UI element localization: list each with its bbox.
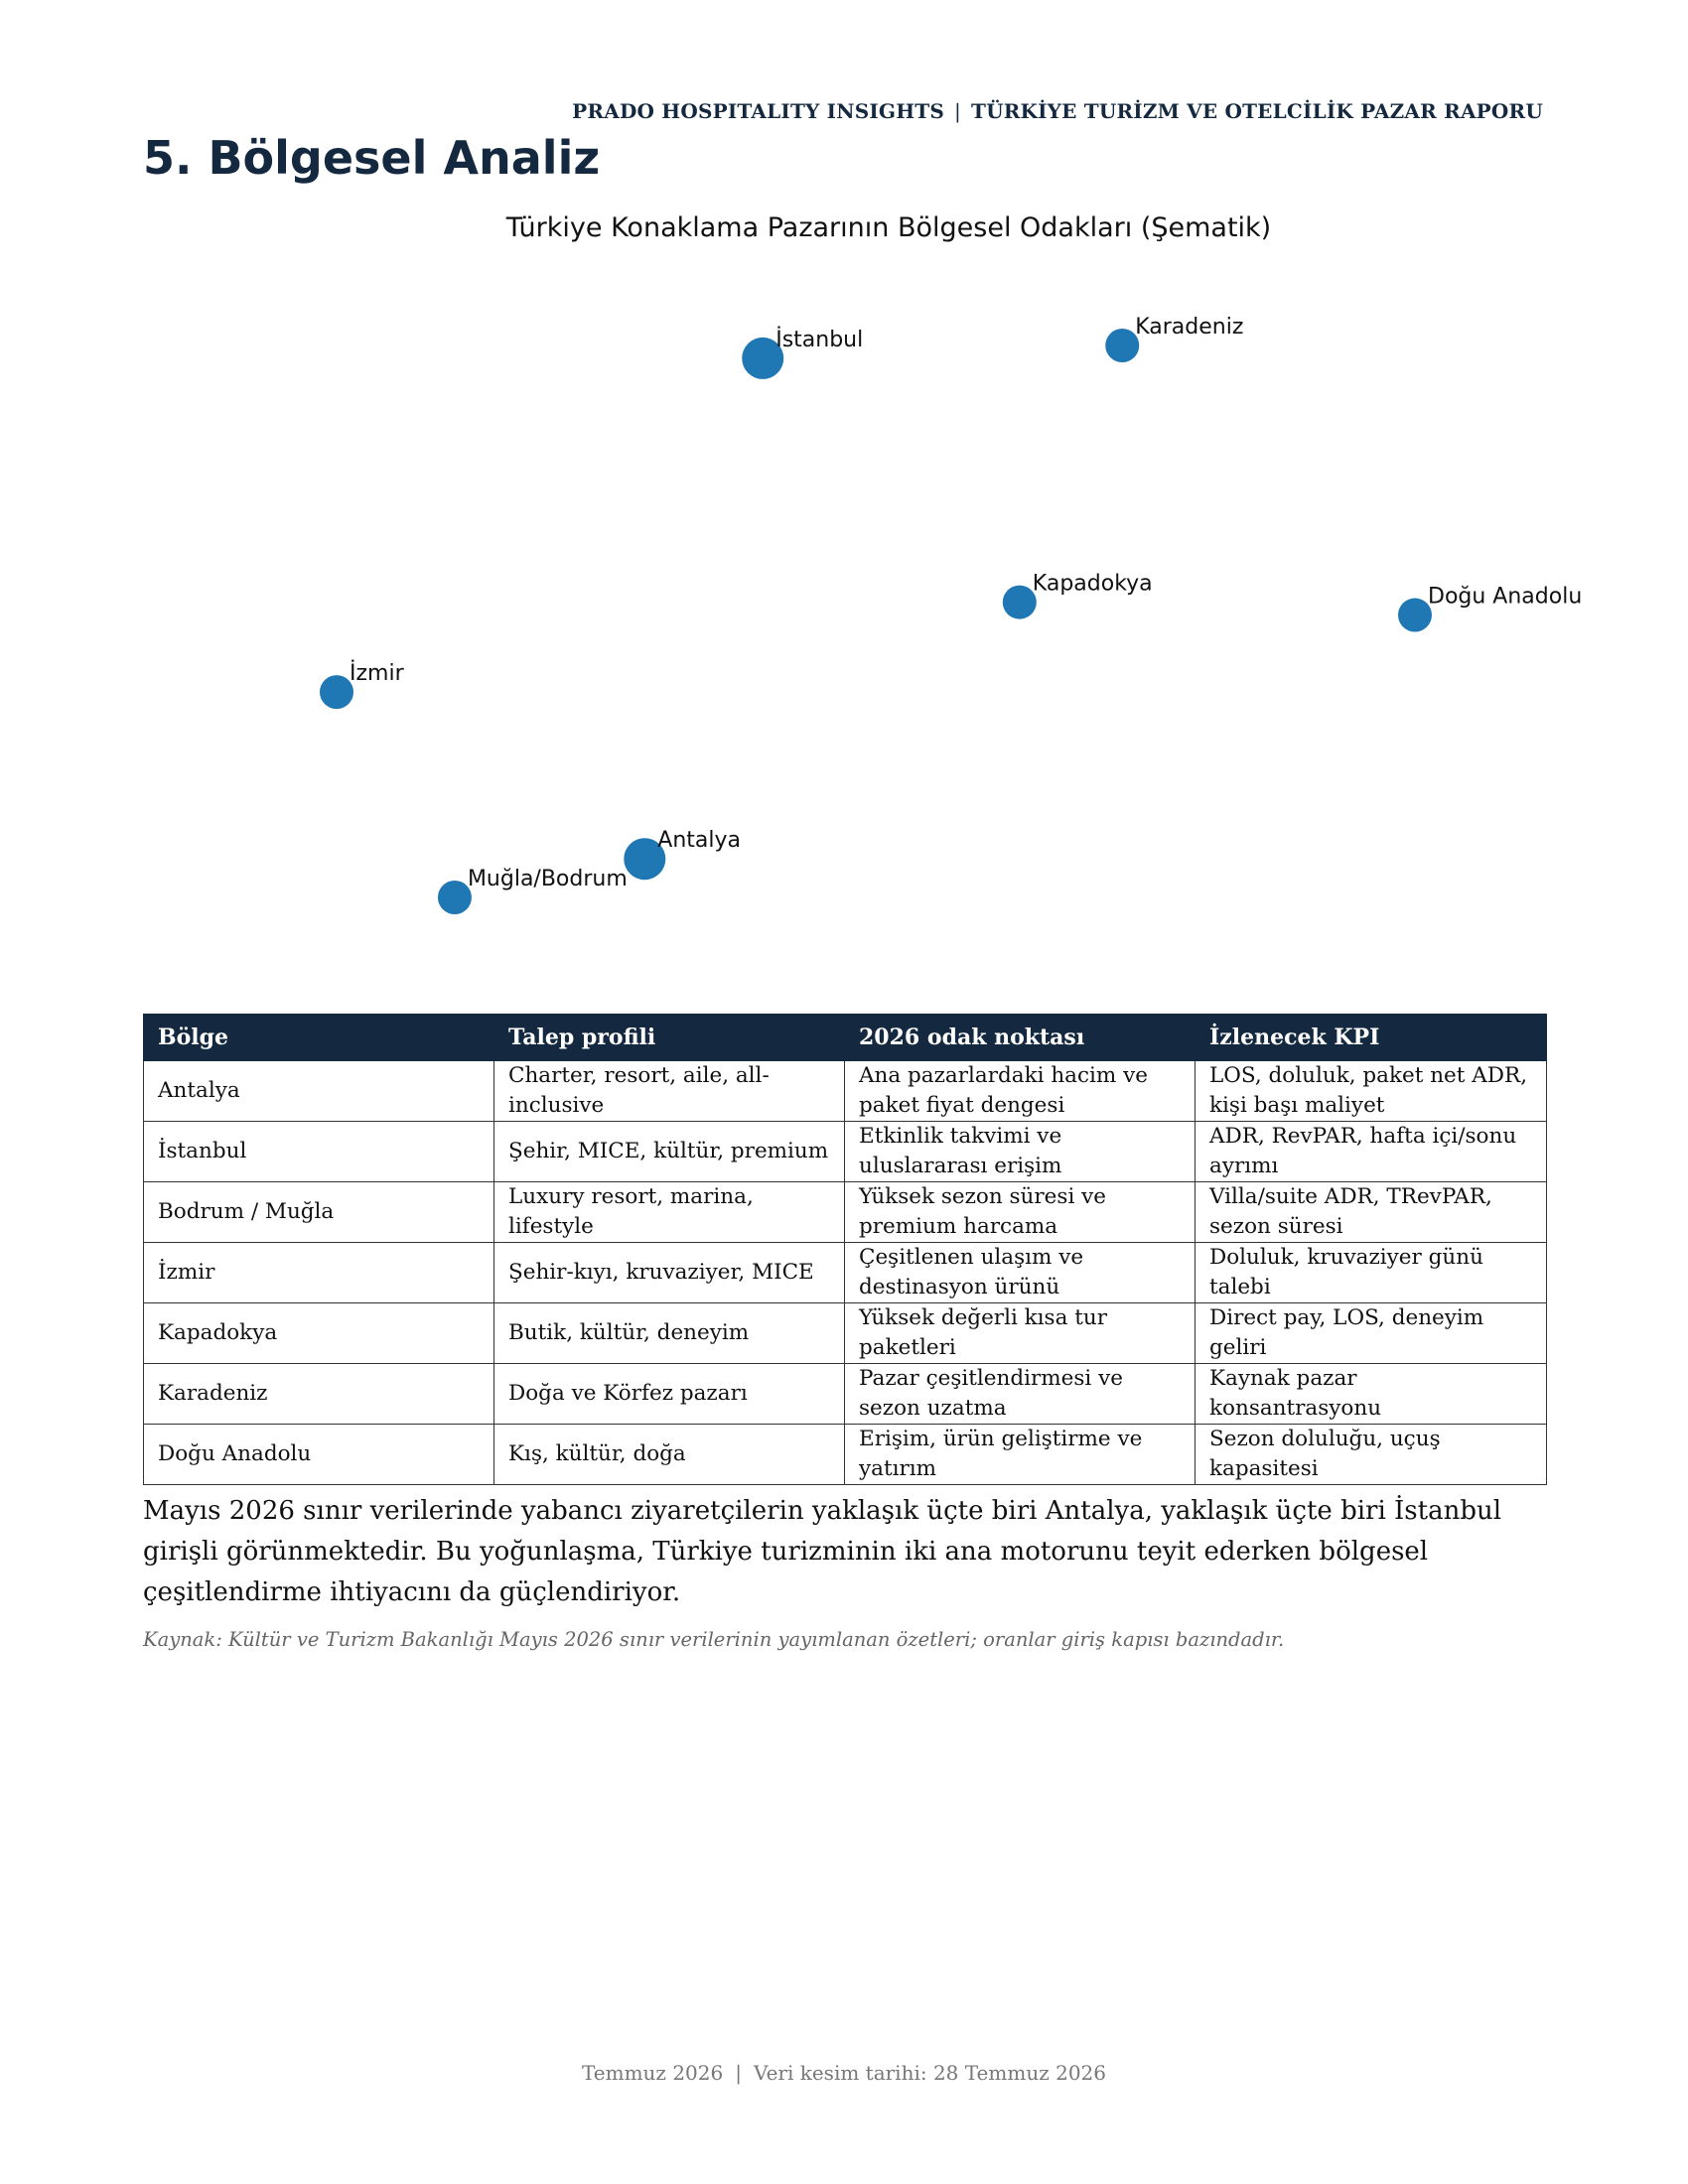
table-cell: Şehir-kıyı, kruvaziyer, MICE xyxy=(494,1243,845,1303)
table-cell: Ana pazarlardaki hacim ve paket fiyat dengesi xyxy=(845,1061,1196,1122)
table-cell: Antalya xyxy=(144,1061,494,1122)
table-cell: Luxury resort, marina, lifestyle xyxy=(494,1182,845,1243)
map-point-dogu-anadolu xyxy=(1398,599,1432,632)
header-brand: PRADO HOSPITALITY INSIGHTS xyxy=(572,99,945,123)
map-label-i-stanbul: İstanbul xyxy=(775,327,864,352)
table-cell: Kış, kültür, doğa xyxy=(494,1425,845,1485)
table-cell: İzmir xyxy=(144,1243,494,1303)
header-separator: | xyxy=(954,99,961,123)
map-label-karadeniz: Karadeniz xyxy=(1135,315,1244,340)
footer-date: Temmuz 2026 xyxy=(581,2061,724,2085)
table-cell: Yüksek sezon süresi ve premium harcama xyxy=(845,1182,1196,1243)
table-cell: İstanbul xyxy=(144,1122,494,1182)
footer-separator: | xyxy=(735,2061,742,2085)
map-chart-svg xyxy=(143,199,1613,993)
table-row xyxy=(144,1122,1547,1182)
table-row xyxy=(144,1061,1547,1122)
table-row xyxy=(144,1364,1547,1425)
table-cell: Doğa ve Körfez pazarı xyxy=(494,1364,845,1425)
footer-cutoff: Veri kesim tarihi: 28 Temmuz 2026 xyxy=(753,2061,1106,2085)
map-label-dogu-anadolu: Doğu Anadolu xyxy=(1428,584,1583,610)
column-header: 2026 odak noktası xyxy=(845,1015,1196,1061)
table-cell: Etkinlik takvimi ve uluslararası erişim xyxy=(845,1122,1196,1182)
column-header: Talep profili xyxy=(494,1015,845,1061)
table-cell: Doluluk, kruvaziyer günü talebi xyxy=(1196,1243,1547,1303)
header-report-title: TÜRKİYE TURİZM VE OTELCİLİK PAZAR RAPORU xyxy=(970,99,1543,123)
chart-points xyxy=(320,315,1582,914)
table-cell: Doğu Anadolu xyxy=(144,1425,494,1485)
table-cell: Şehir, MICE, kültür, premium xyxy=(494,1122,845,1182)
table-cell: Kapadokya xyxy=(144,1303,494,1364)
chart-title: Türkiye Konaklama Pazarının Bölgesel Odakları (Şematik) xyxy=(505,212,1272,243)
section-title: 5. Bölgesel Analiz xyxy=(143,131,601,185)
table-cell: Yüksek değerli kısa tur paketleri xyxy=(845,1303,1196,1364)
running-header xyxy=(143,99,1543,123)
table-row xyxy=(144,1182,1547,1243)
table-cell: Erişim, ürün geliştirme ve yatırım xyxy=(845,1425,1196,1485)
table-cell: Butik, kültür, deneyim xyxy=(494,1303,845,1364)
table-row xyxy=(144,1243,1547,1303)
map-label-antalya: Antalya xyxy=(657,828,742,854)
table-cell: Pazar çeşitlendirmesi ve sezon uzatma xyxy=(845,1364,1196,1425)
map-point-kapadokya xyxy=(1003,586,1037,619)
map-label-mugla-bodrum: Muğla/Bodrum xyxy=(467,867,628,891)
column-header: Bölge xyxy=(144,1015,494,1061)
map-label-i-zmir: İzmir xyxy=(350,661,404,687)
table-cell: Direct pay, LOS, deneyim geliri xyxy=(1196,1303,1547,1364)
map-point-i-zmir xyxy=(320,675,353,709)
table-cell: Bodrum / Muğla xyxy=(144,1182,494,1243)
table-header-row xyxy=(144,1015,1547,1061)
map-label-kapadokya: Kapadokya xyxy=(1032,571,1153,597)
map-point-mugla-bodrum xyxy=(438,881,472,914)
page-footer xyxy=(0,2061,1688,2085)
table-cell: LOS, doluluk, paket net ADR, kişi başı maliyet xyxy=(1196,1061,1547,1122)
region-table xyxy=(143,1014,1547,1485)
column-header: İzlenecek KPI xyxy=(1196,1015,1547,1061)
body-paragraph: Mayıs 2026 sınır verilerinde yabancı ziyaretçilerin yaklaşık üçte biri Antalya, yaklaşık üçte biri İstanbul girişli görünmektedir. Bu yoğunlaşma, Türkiye turizminin iki ana motorunu teyit ederken bölgesel çeşitlendirme ihtiyacını da güçlendiriyor. xyxy=(143,1496,1502,1607)
table-row xyxy=(144,1303,1547,1364)
table-row xyxy=(144,1425,1547,1485)
map-point-karadeniz xyxy=(1105,329,1139,362)
table-cell: ADR, RevPAR, hafta içi/sonu ayrımı xyxy=(1196,1122,1547,1182)
table-cell: Çeşitlenen ulaşım ve destinasyon ürünü xyxy=(845,1243,1196,1303)
regional-map-chart xyxy=(143,199,1613,993)
source-note: Kaynak: Kültür ve Turizm Bakanlığı Mayıs 2026 sınır verilerinin yayımlanan özetleri; oranlar giriş kapısı bazındadır. xyxy=(143,1628,1285,1651)
table-cell: Charter, resort, aile, all-inclusive xyxy=(494,1061,845,1122)
table-cell: Karadeniz xyxy=(144,1364,494,1425)
table-cell: Sezon doluluğu, uçuş kapasitesi xyxy=(1196,1425,1547,1485)
table-cell: Kaynak pazar konsantrasyonu xyxy=(1196,1364,1547,1425)
table-cell: Villa/suite ADR, TRevPAR, sezon süresi xyxy=(1196,1182,1547,1243)
